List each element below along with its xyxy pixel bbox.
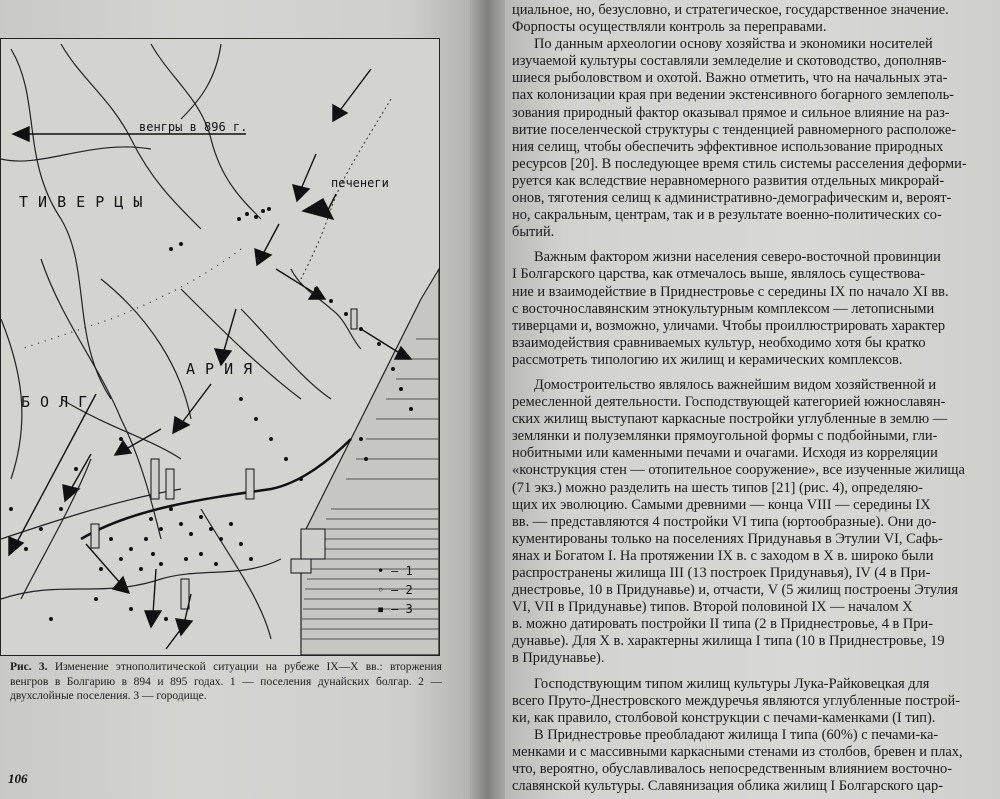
legend-text-3: — 3: [391, 602, 413, 616]
map-label-vengry: венгры в 896 г.: [139, 120, 248, 134]
text-line: ресурсов [20]. В последующее время стиль системы расселения деформи-: [512, 155, 967, 172]
paragraph-gap: [512, 241, 982, 249]
text-line: руется как вследствие неравномерного развития отдельных микрорай-: [512, 172, 945, 189]
text-line: менками и с массивными каркасными стенами из столбов, бревен и плах,: [512, 743, 963, 760]
text-line: ремесленной деятельности. Господствующей категорией южнославян-: [512, 394, 946, 411]
text-line: По данным археологии основу хозяйства и экономики носителей: [534, 36, 933, 53]
historical-map: [1, 39, 439, 655]
text-line: витие поселенческой структуры с тенденцией равномерного расположе-: [512, 121, 957, 138]
text-line: днестровье, 10 в Придунавье) и, отчасти, V (5 жилищ построены Этулия: [512, 582, 958, 599]
text-line: изучаемой культуры составляли земледелие и скотоводство, дополняв-: [512, 53, 947, 70]
left-page: [0, 0, 478, 799]
text-line: зования природный фактор оказывал прямое и сильное влияние на раз-: [512, 104, 950, 121]
text-line: распространены жилища III (13 построек Придунавья), IV (4 в При-: [512, 565, 931, 581]
text-line: кументированы только на поселениях Придунавья в Этулии VI, Сафь-: [512, 530, 943, 547]
text-line: вв. — представляются 4 постройки VI типа (юртообразные). Они до-: [512, 513, 937, 530]
figure-caption-text: Изменение этнополитической ситуации на рубеже IX—X вв.: вторжения венгров в Болгарию в 894 и 895 годах. 1 — поселения дунайских болгар. 2 — двухслойные поселения. 3 — городище.: [10, 661, 442, 702]
paragraph-3: [512, 249, 982, 369]
text-line: дунавье). Для X в. характерны жилища I типа (10 в Приднестровье, 19: [512, 633, 945, 650]
text-line: Домостроительство являлось важнейшим видом хозяйственной и: [534, 376, 937, 393]
paragraph-5: [512, 676, 982, 796]
legend-text-2: — 2: [391, 583, 413, 597]
paragraph-gap: [512, 668, 982, 676]
paragraph-gap: [512, 369, 982, 377]
figure-caption: [10, 660, 442, 704]
map-label-bolgaria-b: А Р И Я: [186, 360, 253, 378]
text-line: пах колонизации края при ведении экстенсивного богарного землеполь-: [512, 87, 954, 104]
map-label-tivertsy: Т И В Е Р Ц Ы: [19, 193, 143, 211]
text-line: рассмотреть типологию их жилищ и керамических комплексов.: [512, 351, 903, 368]
text-line: Важным фактором жизни населения северо-восточной провинции: [534, 249, 941, 266]
text-line: онов, тяготения селищ к административно-демографическим и, вероят-: [512, 190, 952, 207]
map-label-pechenegi: печенеги: [331, 176, 389, 190]
text-line: I Болгарского царства, как отмечалось выше, являлось существова-: [512, 266, 925, 283]
text-line: ских жилищ выступают каркасные постройки углубленные в землю —: [512, 411, 948, 428]
text-line: землянки и полуземлянки прямоугольной формы с подбойными, гли-: [512, 428, 938, 445]
border-line: [21, 249, 241, 349]
legend-symbol-3: ▪: [377, 602, 385, 616]
legend-symbol-2: ◦: [377, 583, 385, 597]
text-line: ки, как правило, столбовой конструкции с печами-каменками (I тип).: [512, 709, 936, 726]
text-line: «конструкция стен — отопительное сооружение», все изученные жилища: [512, 462, 965, 479]
text-line: славянской культуры. Славянизация облика жилищ I Болгарского цар-: [512, 778, 943, 795]
paragraph-4: [512, 377, 982, 668]
paragraph-1: [512, 2, 982, 36]
text-line: тиверцами и, возможно, уличами. Чтобы проиллюстрировать характер: [512, 317, 946, 334]
text-line: но, сакральным, центрам, так и в результате военно-политических со-: [512, 207, 942, 224]
figure-caption-title: Рис. 3.: [10, 661, 48, 673]
text-line: бытий.: [512, 224, 555, 241]
text-line: в Придунавье).: [512, 650, 605, 667]
legend-text-1: — 1: [391, 564, 413, 578]
text-line: янах и Богатом I. На протяжении IX в. с заходом в X в. широко были: [512, 547, 934, 564]
sea-coast: [301, 269, 439, 655]
text-line: нобитными или каменными печами и очагами. Исходя из корреляции: [512, 445, 938, 462]
text-line: ния селищ, чтобы обеспечить эффективное использование природных: [512, 138, 944, 155]
text-line: Господствующим типом жилищ культуры Лука-Райковецкая для: [534, 675, 930, 692]
paragraph-2: [512, 36, 982, 241]
text-line: (71 экз.) можно разделить на шесть типов [21] (рис. 4), определяю-: [512, 479, 923, 496]
text-line: Форпосты осуществляли контроль за переправами.: [512, 19, 827, 36]
map-label-bolgaria-a: Б О Л Г: [21, 393, 88, 411]
text-line: что, вероятно, обуславливалось непосредственным влиянием восточно-: [512, 761, 953, 778]
text-line: в. можно датировать постройки II типа (2 в Приднестровье, 4 в При-: [512, 616, 933, 633]
text-line: циальное, но, безусловно, и стратегическое, государственное значение.: [512, 2, 949, 18]
book-gutter: [470, 0, 510, 799]
map-legend: [377, 564, 413, 616]
map-figure: [0, 38, 440, 656]
text-line: всего Пруто-Днестровского междуречья являются углубленные построй-: [512, 692, 961, 709]
right-page-text: [512, 2, 982, 795]
text-line: с восточнославянским этнокультурным комплексом — летописными: [512, 300, 935, 317]
text-line: ние и взаимодействие в Приднестровье с середины IX по начало XI вв.: [512, 283, 949, 300]
text-line: щих их эволюцию. Самыми древними — конца VIII — середины IX: [512, 496, 931, 513]
text-line: В Приднестровье преобладают жилища I типа (60%) с печами-ка-: [534, 726, 939, 743]
page-number: 106: [8, 771, 28, 786]
legend-symbol-1: •: [377, 564, 385, 578]
text-line: шиеся рыболовством и охотой. Важно отметить, что на начальных эта-: [512, 70, 948, 87]
text-line: VI, VII в Придунавье) типов. Второй половиной IX — началом X: [512, 599, 913, 616]
text-line: взаимодействия сравниваемых культур, необходимо хотя бы кратко: [512, 334, 926, 351]
